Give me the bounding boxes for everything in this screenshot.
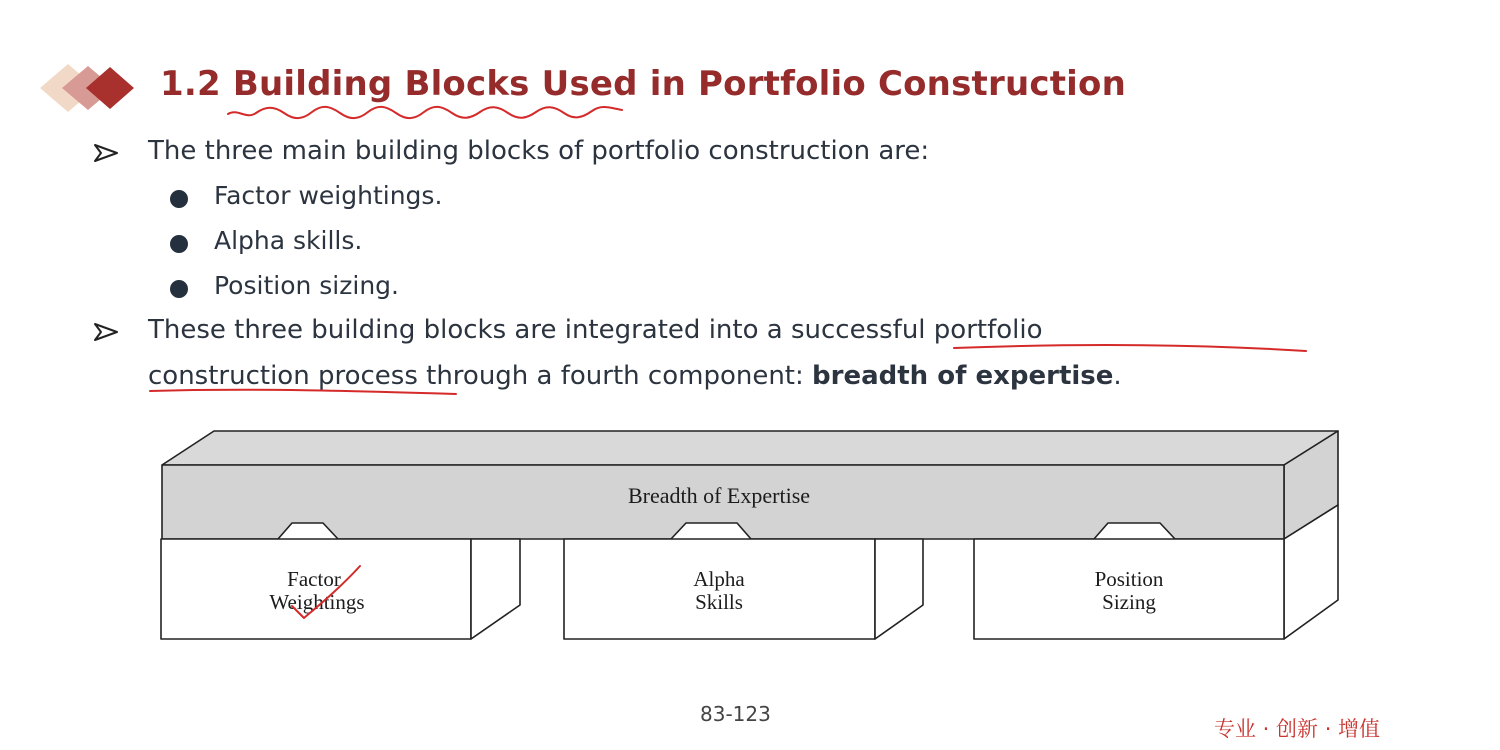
- alpha-block-side: [875, 539, 923, 639]
- position-block-label-line1: Position: [1094, 567, 1164, 591]
- footer-slogan: 专业 · 创新 · 增值: [1214, 717, 1381, 741]
- position-block-label-line2: Sizing: [1102, 590, 1156, 614]
- bullet-integration-line1: These three building blocks are integrated into a successful portfolio: [148, 315, 1043, 345]
- alpha-block-label-line1: Alpha: [693, 567, 745, 591]
- factor-block-label-line1: Factor: [287, 567, 341, 591]
- page-number: 83-123: [700, 702, 771, 726]
- bullet-integration-line2-prefix: construction process through a fourth component:: [148, 361, 813, 391]
- factor-block-label-line2: Weightings: [269, 590, 365, 614]
- bullet-intro-text: The three main building blocks of portfolio construction are:: [148, 136, 930, 166]
- bullet-integration-line2-suffix: .: [1113, 361, 1122, 391]
- breadth-of-expertise-label: Breadth of Expertise: [627, 483, 811, 508]
- list-item-text: Alpha skills.: [214, 226, 363, 255]
- factor-block-side: [471, 539, 520, 639]
- slide-title: 1.2 Building Blocks Used in Portfolio Construction: [160, 64, 1126, 104]
- breadth-of-expertise-emphasis: breadth of expertise: [812, 361, 1114, 391]
- alpha-block-label-line2: Skills: [695, 590, 743, 614]
- list-item-text: Factor weightings.: [214, 181, 443, 210]
- list-item-text: Position sizing.: [214, 271, 399, 300]
- breadth-slab-top: [162, 431, 1338, 465]
